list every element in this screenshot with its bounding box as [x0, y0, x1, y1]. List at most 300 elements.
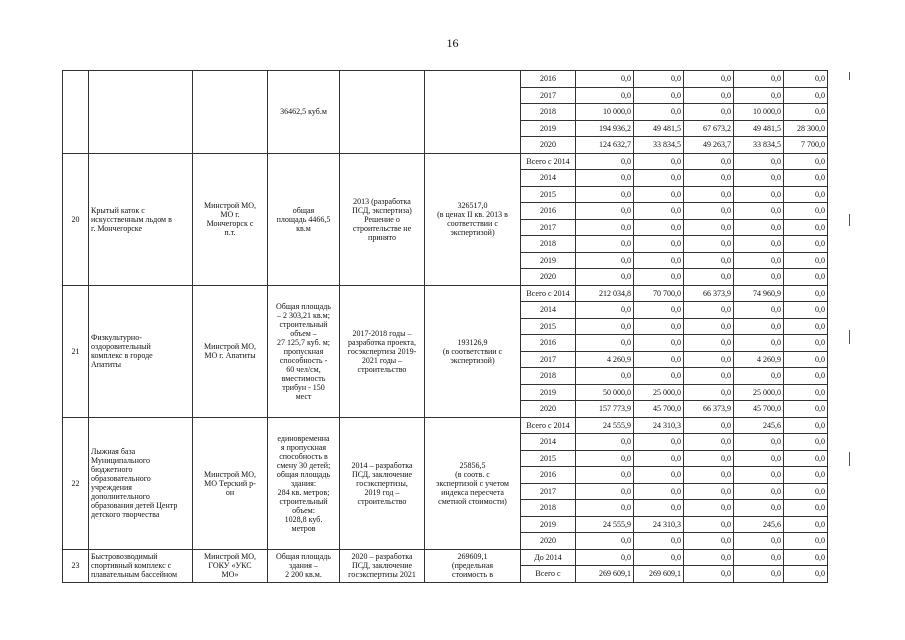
amount-cell: 0,0 — [684, 153, 734, 170]
amount-cell: 66 373,9 — [684, 401, 734, 418]
year-cell: 2019 — [521, 516, 576, 533]
amount-cell: 0,0 — [634, 269, 684, 286]
object-name-line: комплекс в городе — [91, 351, 153, 360]
amount-cell: 0,0 — [734, 302, 784, 319]
cost-cell-line: (в ценах II кв. 2013 в — [437, 210, 508, 219]
year-cell: 2016 — [521, 467, 576, 484]
amount-cell: 0,0 — [734, 318, 784, 335]
year-cell: 2017 — [521, 219, 576, 236]
amount-cell: 0,0 — [684, 351, 734, 368]
cost-cell-line: стоимость в — [452, 570, 493, 579]
amount-cell: 33 834,5 — [634, 137, 684, 154]
cost-cell — [425, 417, 521, 549]
amount-cell: 0,0 — [576, 302, 634, 319]
customer-cell-line: Минстрой МО, — [204, 342, 256, 351]
amount-cell: 0,0 — [734, 566, 784, 583]
amount-cell: 0,0 — [734, 170, 784, 187]
amount-cell: 0,0 — [784, 318, 828, 335]
period-cell-line: 2021 годы – — [361, 355, 403, 365]
amount-cell: 0,0 — [784, 417, 828, 434]
amount-cell: 0,0 — [684, 450, 734, 467]
cost-cell-line: (в соотв. с — [455, 469, 490, 479]
object-number: 21 — [63, 285, 89, 417]
amount-cell: 0,0 — [634, 87, 684, 104]
capacity-cell-line: объем – — [290, 328, 317, 338]
investment-objects-table — [62, 70, 828, 583]
capacity-cell-line: единовременна — [277, 433, 330, 443]
period-cell-line: 2017-2018 годы – — [352, 328, 412, 338]
table-body — [63, 71, 828, 583]
amount-cell: 0,0 — [784, 302, 828, 319]
year-cell: 2017 — [521, 87, 576, 104]
amount-cell: 0,0 — [684, 87, 734, 104]
amount-cell: 0,0 — [684, 467, 734, 484]
amount-cell: 0,0 — [684, 170, 734, 187]
customer-cell — [193, 153, 268, 285]
amount-cell: 0,0 — [634, 351, 684, 368]
amount-cell: 0,0 — [634, 483, 684, 500]
amount-cell: 269 609,1 — [634, 566, 684, 583]
period-cell — [340, 71, 425, 154]
capacity-cell-line: мест — [295, 391, 312, 401]
capacity-cell — [268, 549, 340, 582]
amount-cell: 28 300,0 — [784, 120, 828, 137]
amount-cell: 0,0 — [734, 483, 784, 500]
capacity-cell-line: я пропускная — [280, 442, 327, 452]
table-row — [63, 71, 828, 88]
period-cell-line: строительстве не — [352, 223, 412, 233]
period-cell-line: ПСД, заключение — [351, 561, 413, 570]
cost-cell — [425, 285, 521, 417]
amount-cell: 0,0 — [784, 566, 828, 583]
year-cell: 2014 — [521, 170, 576, 187]
amount-cell: 0,0 — [784, 170, 828, 187]
object-name-line: Физкультурно- — [91, 333, 142, 342]
cost-cell — [425, 71, 521, 154]
year-cell: 2020 — [521, 401, 576, 418]
amount-cell: 0,0 — [734, 153, 784, 170]
capacity-cell-line: 36462,5 куб.м — [280, 107, 327, 117]
amount-cell: 0,0 — [784, 467, 828, 484]
cost-cell-line: (предельная — [451, 561, 494, 570]
margin-mark — [849, 72, 850, 80]
cost-cell-line: 193126,9 — [457, 337, 488, 347]
amount-cell: 0,0 — [784, 269, 828, 286]
amount-cell: 45 700,0 — [634, 401, 684, 418]
capacity-cell-line: площадь 4466,5 — [276, 214, 331, 224]
amount-cell: 269 609,1 — [576, 566, 634, 583]
cost-cell — [425, 153, 521, 285]
customer-cell-line: Минстрой МО, — [204, 552, 256, 561]
amount-cell: 157 773,9 — [576, 401, 634, 418]
amount-cell: 245,6 — [734, 417, 784, 434]
amount-cell: 24 555,9 — [576, 516, 634, 533]
object-name-line: Муниципального — [91, 456, 150, 465]
period-cell-line: 2019 год – — [364, 487, 400, 497]
period-cell — [340, 549, 425, 582]
cost-cell-line: экспертизой) — [450, 355, 495, 365]
amount-cell: 7 700,0 — [784, 137, 828, 154]
year-cell: 2015 — [521, 318, 576, 335]
cost-cell-line: индекса пересчета — [441, 487, 504, 497]
object-name-line: Крытый каток с — [91, 205, 145, 215]
amount-cell: 0,0 — [576, 533, 634, 550]
cost-cell — [425, 549, 521, 582]
customer-cell — [193, 549, 268, 582]
amount-cell: 0,0 — [684, 533, 734, 550]
table-row — [63, 285, 828, 302]
year-cell: 2015 — [521, 186, 576, 203]
cost-cell-line: (в соответствии с — [442, 346, 503, 356]
amount-cell: 0,0 — [784, 87, 828, 104]
period-cell — [340, 153, 425, 285]
object-name-line: дополнительного — [91, 492, 150, 501]
capacity-cell-line: пропускная — [283, 346, 324, 356]
object-name — [89, 417, 193, 549]
year-cell: 2020 — [521, 533, 576, 550]
amount-cell: 0,0 — [784, 368, 828, 385]
page-number: 16 — [446, 36, 459, 50]
year-cell: 2018 — [521, 236, 576, 253]
customer-cell-line: Минстрой МО, — [204, 469, 256, 479]
object-number — [63, 71, 89, 154]
amount-cell: 0,0 — [684, 318, 734, 335]
period-cell-line: строительство — [357, 364, 407, 374]
amount-cell: 0,0 — [784, 203, 828, 220]
customer-cell — [193, 417, 268, 549]
amount-cell: 0,0 — [634, 450, 684, 467]
amount-cell: 0,0 — [684, 483, 734, 500]
cost-cell-line: экспертизой) — [450, 228, 495, 237]
object-name-line: бюджетного — [91, 465, 133, 474]
amount-cell: 0,0 — [784, 252, 828, 269]
amount-cell: 0,0 — [784, 351, 828, 368]
amount-cell: 0,0 — [576, 219, 634, 236]
amount-cell: 0,0 — [784, 186, 828, 203]
object-number: 20 — [63, 153, 89, 285]
period-cell-line: Решение о — [364, 214, 400, 224]
year-cell: 2014 — [521, 302, 576, 319]
customer-cell-line: МО г. Апатиты — [204, 351, 256, 360]
year-cell: 2020 — [521, 137, 576, 154]
amount-cell: 70 700,0 — [634, 285, 684, 302]
amount-cell: 0,0 — [634, 368, 684, 385]
amount-cell: 0,0 — [784, 533, 828, 550]
amount-cell: 0,0 — [634, 500, 684, 517]
period-cell-line: строительство — [357, 496, 407, 506]
amount-cell: 0,0 — [684, 417, 734, 434]
year-cell: 2019 — [521, 120, 576, 137]
amount-cell: 49 263,7 — [684, 137, 734, 154]
amount-cell: 0,0 — [684, 500, 734, 517]
cost-cell-line: экспертизой с учетом — [436, 478, 509, 488]
object-name-line: учреждения — [91, 483, 132, 492]
amount-cell: 0,0 — [734, 186, 784, 203]
year-cell: 2016 — [521, 71, 576, 88]
amount-cell: 0,0 — [684, 434, 734, 451]
capacity-cell-line: 284 кв. метров; — [277, 487, 330, 497]
capacity-cell-line: трибун - 150 — [282, 382, 325, 392]
capacity-cell-line: Общая площадь — [276, 552, 331, 561]
object-number: 23 — [63, 549, 89, 582]
capacity-cell-line: 2 200 кв.м. — [285, 570, 322, 579]
amount-cell: 0,0 — [734, 467, 784, 484]
amount-cell: 50 000,0 — [576, 384, 634, 401]
amount-cell: 0,0 — [634, 236, 684, 253]
amount-cell: 0,0 — [576, 368, 634, 385]
amount-cell: 0,0 — [734, 335, 784, 352]
year-cell: 2017 — [521, 483, 576, 500]
amount-cell: 0,0 — [734, 87, 784, 104]
amount-cell: 4 260,9 — [734, 351, 784, 368]
amount-cell: 0,0 — [576, 87, 634, 104]
amount-cell: 0,0 — [684, 186, 734, 203]
object-name — [89, 153, 193, 285]
period-cell-line: госэкспертизы, — [356, 478, 408, 488]
year-cell: 2019 — [521, 252, 576, 269]
amount-cell: 0,0 — [576, 203, 634, 220]
customer-cell-line: он — [225, 487, 235, 497]
amount-cell: 24 310,3 — [634, 417, 684, 434]
amount-cell: 0,0 — [784, 549, 828, 566]
amount-cell: 0,0 — [784, 104, 828, 121]
customer-cell — [193, 285, 268, 417]
year-cell: 2018 — [521, 368, 576, 385]
amount-cell: 194 936,2 — [576, 120, 634, 137]
period-cell-line: 2014 – разработка — [351, 460, 413, 470]
table-row — [63, 153, 828, 170]
amount-cell: 33 834,5 — [734, 137, 784, 154]
margin-mark — [849, 330, 850, 344]
object-name-line: Апатиты — [91, 360, 122, 369]
year-cell: Всего с — [521, 566, 576, 583]
amount-cell: 0,0 — [576, 549, 634, 566]
amount-cell: 0,0 — [734, 71, 784, 88]
capacity-cell-line: – 2 303,21 кв.м; — [277, 310, 330, 320]
amount-cell: 0,0 — [576, 500, 634, 517]
amount-cell: 0,0 — [734, 269, 784, 286]
amount-cell: 10 000,0 — [576, 104, 634, 121]
amount-cell: 49 481,5 — [634, 120, 684, 137]
amount-cell: 49 481,5 — [734, 120, 784, 137]
amount-cell: 0,0 — [734, 450, 784, 467]
amount-cell: 0,0 — [634, 104, 684, 121]
amount-cell: 0,0 — [576, 71, 634, 88]
amount-cell: 0,0 — [784, 153, 828, 170]
amount-cell: 0,0 — [734, 203, 784, 220]
capacity-cell-line: здания: — [290, 478, 317, 488]
amount-cell: 0,0 — [684, 219, 734, 236]
period-cell-line: ПСД, экспертиза) — [352, 205, 412, 215]
period-cell — [340, 285, 425, 417]
amount-cell: 0,0 — [684, 252, 734, 269]
amount-cell: 0,0 — [684, 516, 734, 533]
object-name-line: Быстровозводимый — [91, 552, 158, 561]
object-name-line: спортивный комплекс с — [91, 561, 172, 570]
amount-cell: 0,0 — [634, 252, 684, 269]
amount-cell: 0,0 — [684, 335, 734, 352]
amount-cell: 0,0 — [784, 500, 828, 517]
capacity-cell-line: общая — [292, 205, 315, 215]
amount-cell: 0,0 — [576, 252, 634, 269]
customer-cell-line: Минстрой МО, — [204, 201, 256, 210]
capacity-cell-line: объем: — [292, 505, 315, 515]
object-name-line: Лыжная база — [91, 447, 136, 456]
amount-cell: 0,0 — [634, 219, 684, 236]
object-name — [89, 285, 193, 417]
amount-cell: 0,0 — [734, 434, 784, 451]
year-cell: 2018 — [521, 104, 576, 121]
capacity-cell — [268, 71, 340, 154]
capacity-cell-line: Общая площадь — [276, 301, 331, 311]
amount-cell: 25 000,0 — [734, 384, 784, 401]
year-cell: Всего с 2014 — [521, 417, 576, 434]
amount-cell: 0,0 — [784, 219, 828, 236]
object-name — [89, 549, 193, 582]
period-cell-line: 2020 – разработка — [351, 552, 413, 561]
object-name-line: оздоровительный — [91, 342, 151, 351]
customer-cell-line: МО Терский р- — [204, 478, 256, 488]
capacity-cell-line: смену 30 детей; — [276, 460, 331, 470]
amount-cell: 0,0 — [784, 401, 828, 418]
amount-cell: 0,0 — [684, 566, 734, 583]
amount-cell: 0,0 — [734, 236, 784, 253]
customer-cell-line: МО г. — [220, 210, 240, 219]
cost-cell-line: 25856,5 — [459, 460, 486, 470]
capacity-cell — [268, 417, 340, 549]
object-name-line: образовательного — [91, 474, 151, 483]
amount-cell: 0,0 — [576, 269, 634, 286]
period-cell-line: 2013 (разработка — [353, 196, 411, 206]
object-name-line: детского творчества — [91, 510, 160, 519]
amount-cell: 0,0 — [784, 483, 828, 500]
cost-cell-line: 269609,1 — [457, 552, 488, 561]
capacity-cell-line: строительный — [279, 496, 328, 506]
year-cell: 2017 — [521, 351, 576, 368]
capacity-cell-line: метров — [291, 523, 316, 533]
object-name-line: образования детей Центр — [91, 501, 178, 510]
capacity-cell-line: общая площадь — [276, 469, 331, 479]
period-cell-line: разработка проекта, — [348, 337, 416, 347]
amount-cell: 0,0 — [734, 368, 784, 385]
amount-cell: 0,0 — [684, 384, 734, 401]
amount-cell: 0,0 — [784, 434, 828, 451]
amount-cell: 0,0 — [634, 467, 684, 484]
object-name — [89, 71, 193, 154]
year-cell: 2016 — [521, 335, 576, 352]
amount-cell: 0,0 — [576, 186, 634, 203]
amount-cell: 0,0 — [784, 335, 828, 352]
amount-cell: 24 310,3 — [634, 516, 684, 533]
capacity-cell — [268, 285, 340, 417]
customer-cell-line: МО» — [221, 570, 239, 579]
object-name-line: плавательным бассейном — [91, 570, 178, 579]
amount-cell: 0,0 — [576, 467, 634, 484]
amount-cell: 0,0 — [634, 549, 684, 566]
customer-cell-line: п.т. — [224, 228, 236, 237]
year-cell: 2014 — [521, 434, 576, 451]
amount-cell: 0,0 — [734, 549, 784, 566]
amount-cell: 0,0 — [634, 186, 684, 203]
year-cell: 2015 — [521, 450, 576, 467]
amount-cell: 0,0 — [784, 384, 828, 401]
amount-cell: 0,0 — [634, 335, 684, 352]
amount-cell: 0,0 — [634, 153, 684, 170]
amount-cell: 66 373,9 — [684, 285, 734, 302]
year-cell: До 2014 — [521, 549, 576, 566]
amount-cell: 0,0 — [684, 368, 734, 385]
amount-cell: 124 632,7 — [576, 137, 634, 154]
amount-cell: 0,0 — [576, 318, 634, 335]
amount-cell: 10 000,0 — [734, 104, 784, 121]
amount-cell: 4 260,9 — [576, 351, 634, 368]
period-cell — [340, 417, 425, 549]
amount-cell: 0,0 — [784, 236, 828, 253]
period-cell-line: ПСД, заключение — [351, 469, 413, 479]
margin-mark — [849, 452, 850, 466]
amount-cell: 0,0 — [634, 170, 684, 187]
amount-cell: 0,0 — [734, 219, 784, 236]
customer-cell — [193, 71, 268, 154]
amount-cell: 0,0 — [634, 434, 684, 451]
capacity-cell — [268, 153, 340, 285]
capacity-cell-line: способность в — [279, 451, 328, 461]
amount-cell: 74 960,9 — [734, 285, 784, 302]
amount-cell: 0,0 — [734, 252, 784, 269]
year-cell: 2020 — [521, 269, 576, 286]
amount-cell: 0,0 — [634, 302, 684, 319]
amount-cell: 0,0 — [576, 236, 634, 253]
capacity-cell-line: способность - — [279, 355, 328, 365]
cost-cell-line: 326517,0 — [457, 201, 488, 210]
object-number: 22 — [63, 417, 89, 549]
amount-cell: 0,0 — [684, 236, 734, 253]
year-cell: Всего с 2014 — [521, 153, 576, 170]
amount-cell: 0,0 — [784, 450, 828, 467]
customer-cell-line: Мончегорск с — [206, 219, 254, 228]
table-row — [63, 417, 828, 434]
table-row — [63, 549, 828, 566]
capacity-cell-line: кв.м — [296, 223, 311, 233]
customer-cell-line: ГОКУ «УКС — [208, 561, 252, 570]
amount-cell: 0,0 — [576, 450, 634, 467]
capacity-cell-line: вместимость — [281, 373, 326, 383]
amount-cell: 0,0 — [784, 285, 828, 302]
amount-cell: 0,0 — [576, 483, 634, 500]
amount-cell: 0,0 — [684, 269, 734, 286]
capacity-cell-line: 1028,8 куб. — [284, 514, 323, 524]
capacity-cell-line: строительный — [279, 319, 328, 329]
cost-cell-line: сметной стоимости) — [438, 496, 507, 506]
amount-cell: 0,0 — [784, 516, 828, 533]
period-cell-line: принято — [368, 232, 396, 242]
capacity-cell-line: здания – — [289, 561, 318, 570]
amount-cell: 0,0 — [634, 203, 684, 220]
amount-cell: 245,6 — [734, 516, 784, 533]
period-cell-line: госэкспертизы 2021 — [348, 570, 416, 579]
period-cell-line: госэкспертиза 2019- — [347, 346, 417, 356]
amount-cell: 0,0 — [634, 318, 684, 335]
amount-cell: 0,0 — [684, 302, 734, 319]
year-cell: 2016 — [521, 203, 576, 220]
amount-cell: 67 673,2 — [684, 120, 734, 137]
margin-mark — [849, 214, 850, 226]
amount-cell: 0,0 — [684, 203, 734, 220]
year-cell: 2019 — [521, 384, 576, 401]
amount-cell: 0,0 — [734, 500, 784, 517]
amount-cell: 0,0 — [576, 153, 634, 170]
year-cell: 2018 — [521, 500, 576, 517]
